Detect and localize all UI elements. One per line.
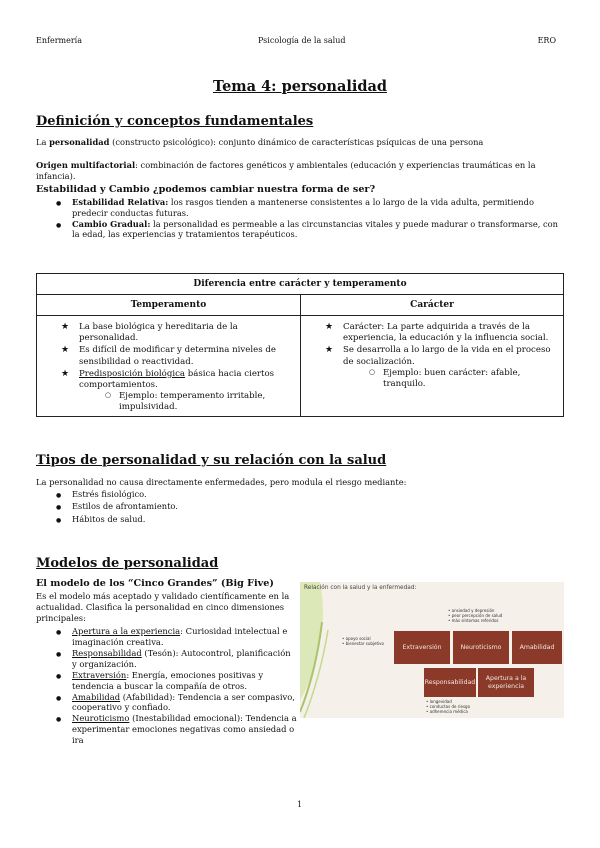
list-item: ● Responsabilidad (Tesón): Autocontrol, planificación y organización. [36, 648, 298, 670]
document-title: Tema 4: personalidad [212, 78, 388, 95]
big-five-list [36, 626, 298, 746]
section-heading-definition: Definición y conceptos fundamentales [36, 114, 314, 129]
caracter-temperamento-table [36, 273, 564, 417]
header-right: ERO [537, 36, 556, 45]
paragraph-tipos-intro: La personalidad no causa directamente enfermedades, pero modula el riesgo mediante: [36, 477, 407, 487]
paragraph-big-five-intro: Es el modelo más aceptado y validado científicamente en la actualidad. Clasifica la personalidad en cinco dimensiones principales: [36, 591, 290, 623]
list-item: ● Hábitos de salud. [36, 514, 566, 525]
example-item: ○ Ejemplo: buen carácter: afable, tranquilo. [343, 368, 553, 390]
figure-box-apertura: Apertura a la experiencia [478, 668, 534, 697]
page-number: 1 [297, 800, 303, 809]
tipos-list [36, 489, 566, 524]
figure-box-responsabilidad: Responsabilidad [424, 668, 476, 697]
list-item: ● Apertura a la experiencia: Curiosidad intelectual e imaginación creativa. [36, 626, 298, 648]
figure-note-neuroticismo: • ansiedad y depresión • peor percepción de salud • más síntomas referidos [448, 608, 503, 623]
figure-note-extraversion: • apoyo social • bienestar subjetivo [342, 636, 384, 646]
list-item: ● Estrés fisiológico. [36, 489, 566, 500]
list-item: ★ Es difícil de modificar y determina niveles de sensibilidad o reactividad. [59, 345, 290, 367]
figure-title: Relación con la salud y la enfermedad: [304, 585, 417, 591]
section-heading-tipos: Tipos de personalidad y su relación con la salud [36, 453, 387, 468]
table-header-caracter: Carácter [301, 295, 563, 316]
list-item: ★ Se desarrolla a lo largo de la vida en el proceso de socialización. ○ Ejemplo: buen carácter: afable, tranquilo. [323, 345, 553, 390]
estabilidad-list [36, 197, 566, 240]
header-left: Enfermería [36, 36, 82, 45]
figure-box-extraversion: Extraversión [394, 631, 450, 664]
list-item: ● Neuroticismo (Inestabilidad emocional): Tendencia a experimentar emociones negativas como ansiedad o ira [36, 713, 298, 746]
figure-box-neuroticismo: Neuroticismo [453, 631, 509, 664]
list-item: ● Estilos de afrontamiento. [36, 501, 566, 512]
list-item: ★ La base biológica y hereditaria de la personalidad. [59, 322, 290, 344]
big-five-health-figure [300, 582, 564, 718]
list-item: ● Estabilidad Relativa: los rasgos tienden a mantenerse consistentes a lo largo de la vida adulta, permitiendo predecir conductas futuras. [36, 197, 566, 219]
example-item: ○ Ejemplo: temperamento irritable, impulsividad. [79, 391, 290, 413]
list-item: ● Cambio Gradual: la personalidad es permeable a las circunstancias vitales y puede madurar o transformarse, con la edad, las experiencias y tratamientos terapéuticos. [36, 219, 566, 241]
table-cell-temperamento [37, 316, 300, 416]
table-header-temperamento: Temperamento [37, 295, 300, 316]
table-cell-caracter [301, 316, 563, 416]
subheading-estabilidad: Estabilidad y Cambio ¿podemos cambiar nuestra forma de ser? [36, 184, 376, 195]
list-item: ● Amabilidad (Afabilidad): Tendencia a ser compasivo, cooperativo y confiado. [36, 692, 298, 714]
table-caption: Diferencia entre carácter y temperamento [37, 274, 563, 295]
header-center: Psicología de la salud [258, 36, 346, 45]
list-item: ★ Carácter: La parte adquirida a través de la experiencia, la educación y la influencia social. [323, 322, 553, 344]
paragraph-personalidad: La personalidad (constructo psicológico): conjunto dinámico de características psíquicas de una persona [36, 137, 484, 147]
list-item: ● Extraversión: Energía, emociones positivas y tendencia a buscar la compañía de otros. [36, 670, 298, 692]
figure-note-responsabilidad: • longevidad • conductas de riesgo • adherencia médica [426, 699, 471, 714]
figure-box-amabilidad: Amabilidad [512, 631, 562, 664]
section-heading-modelos: Modelos de personalidad [36, 556, 219, 571]
list-item: ★ Predisposición biológica básica hacia ciertos comportamientos. ○ Ejemplo: temperamento irritable, impulsividad. [59, 369, 290, 414]
subheading-big-five: El modelo de los “Cinco Grandes” (Big Five) [36, 578, 274, 589]
paragraph-origen: Origen multifactorial: combinación de factores genéticos y ambientales (educación y experiencias traumáticas en la infancia). [36, 160, 536, 181]
